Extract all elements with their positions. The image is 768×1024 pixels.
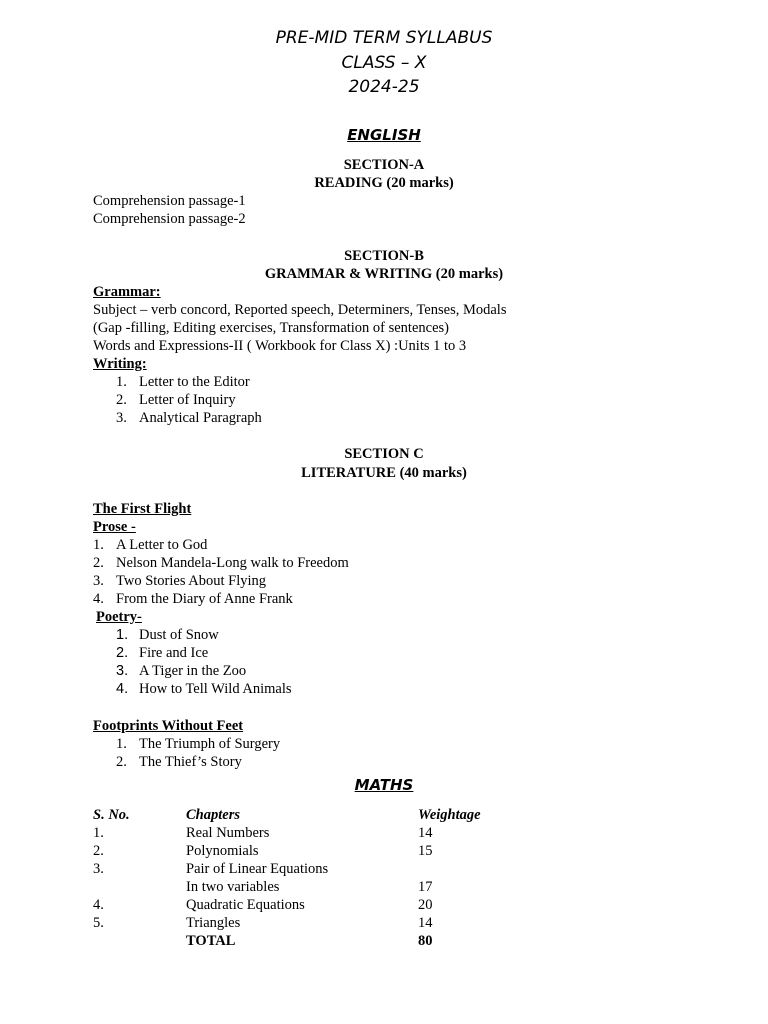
writing-label: Writing: <box>93 356 147 372</box>
list-item: Comprehension passage-2 <box>93 211 246 227</box>
table-cell-chapter: Polynomials <box>186 843 259 859</box>
column-header-sno: S. No. <box>93 807 130 823</box>
list-item: 3. Two Stories About Flying <box>93 573 267 589</box>
list-item: 2. Fire and Ice <box>116 645 209 661</box>
table-cell-sno: 4. <box>93 897 104 913</box>
class-label: CLASS – X <box>341 53 427 73</box>
table-cell-sno: 2. <box>93 843 104 859</box>
list-item: 3. Analytical Paragraph <box>116 410 262 426</box>
session-year: 2024-25 <box>348 77 420 97</box>
prose-label: Prose - <box>93 519 136 535</box>
list-item: 1. The Triumph of Surgery <box>116 736 281 752</box>
poetry-label: Poetry- <box>96 609 142 625</box>
section-a-subtitle: READING (20 marks) <box>314 175 454 191</box>
list-item: 4. From the Diary of Anne Frank <box>93 591 293 607</box>
grammar-label: Grammar: <box>93 284 161 300</box>
section-a-title: SECTION-A <box>343 157 425 173</box>
table-cell-weight: 14 <box>418 915 433 931</box>
table-cell-chapter: In two variables <box>186 879 280 895</box>
column-header-chapters: Chapters <box>186 807 240 823</box>
table-cell-chapter: Pair of Linear Equations <box>186 861 329 877</box>
list-item: 2. Letter of Inquiry <box>116 392 236 408</box>
grammar-line: Words and Expressions-II ( Workbook for Class X) :Units 1 to 3 <box>93 338 467 354</box>
table-cell-weight: 14 <box>418 825 433 841</box>
section-c-subtitle: LITERATURE (40 marks) <box>301 465 467 481</box>
book-title-footprints: Footprints Without Feet <box>93 718 244 734</box>
list-item: 2. The Thief’s Story <box>116 754 242 770</box>
total-label: TOTAL <box>186 933 236 949</box>
list-item: Comprehension passage-1 <box>93 193 246 209</box>
page-title: PRE-MID TERM SYLLABUS <box>275 28 493 48</box>
table-cell-chapter: Quadratic Equations <box>186 897 305 913</box>
table-cell-sno: 1. <box>93 825 104 841</box>
grammar-line: (Gap -filling, Editing exercises, Transformation of sentences) <box>93 320 449 336</box>
table-cell-sno: 3. <box>93 861 104 877</box>
book-title-first-flight: The First Flight <box>93 501 192 517</box>
table-cell-weight: 15 <box>418 843 433 859</box>
table-cell-chapter: Triangles <box>186 915 241 931</box>
total-value: 80 <box>418 933 433 949</box>
section-b-subtitle: GRAMMAR & WRITING (20 marks) <box>264 266 504 282</box>
list-item: 1. Letter to the Editor <box>116 374 250 390</box>
column-header-weightage: Weightage <box>418 807 481 823</box>
section-b-title: SECTION-B <box>344 248 424 264</box>
english-heading: ENGLISH <box>347 126 421 144</box>
table-cell-weight: 20 <box>418 897 433 913</box>
list-item: 3. A Tiger in the Zoo <box>116 663 247 679</box>
table-cell-chapter: Real Numbers <box>186 825 270 841</box>
list-item: 1. A Letter to God <box>93 537 208 553</box>
list-item: 2. Nelson Mandela-Long walk to Freedom <box>93 555 349 571</box>
table-cell-weight: 17 <box>418 879 433 895</box>
grammar-line: Subject – verb concord, Reported speech, Determiners, Tenses, Modals <box>93 302 507 318</box>
maths-heading: MATHS <box>354 776 414 794</box>
list-item: 1. Dust of Snow <box>116 627 219 643</box>
table-cell-sno: 5. <box>93 915 104 931</box>
list-item: 4. How to Tell Wild Animals <box>116 681 292 697</box>
section-c-title: SECTION C <box>344 446 424 462</box>
